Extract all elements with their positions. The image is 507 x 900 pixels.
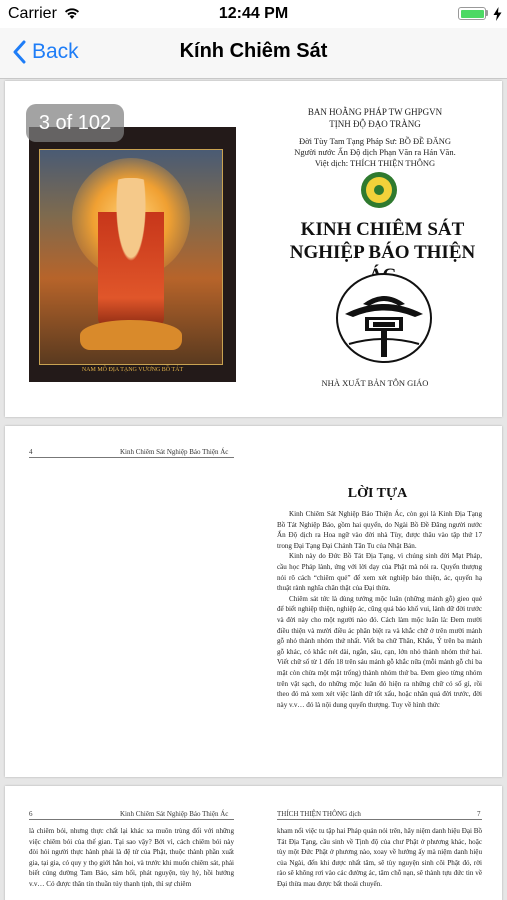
page-number: 4 <box>29 448 33 456</box>
preface-heading: LỜI TỰA <box>347 486 408 501</box>
preface-paragraph-1: Kinh Chiêm Sát Nghiệp Báo Thiện Ác, còn gọi là Kinh Địa Tạng Bồ Tát Nghiệp Báo, gồm hai quyển, do Ngài Bồ Đề Đăng người nước Ấn Độ dịch ra Hoa ngữ vào đời nhà Tùy, được thâu vào tập thứ 17 trong Đại Tạng Đại Chánh Tân Tu của Nhật Bản. <box>277 510 482 550</box>
cover-painting <box>39 149 223 365</box>
clock: 12:44 PM <box>218 5 289 22</box>
org-line-1: BAN HOẰNG PHÁP TW GHPGVN <box>307 107 443 117</box>
right-page-text: kham nổi việc tu tập hai Pháp quán nói trên, hãy niệm danh hiệu Đại Bồ Tát Địa Tạng, cầu sinh về Tịnh độ của chư Phật ở phương khác, hoặc tùy một Đức Phật ở phương nào, xoay về hướng ấy mà niệm danh hiệu của Ngài, đến khi được nhất tâm, sẽ tùy nguyện sinh cõi Phật đó, rời rào sẽ không rơi vào các đường ác, tâm chỗ nạn, sẽ thành tựu đức tin về Đại thừa mau được bất thoái chuyển. <box>277 827 482 888</box>
credit-line-1: Đời Tùy Tam Tạng Pháp Sư: BỒ ĐỀ ĐĂNG <box>298 136 452 146</box>
figure-shape <box>98 178 164 328</box>
book-title-line-2: NGHIỆP BÁO THIỆN <box>289 242 476 263</box>
org-line-2: TỊNH ĐỘ ĐẠO TRÀNG <box>329 119 421 129</box>
lotus-base <box>80 320 182 350</box>
buddhist-emblem-icon <box>360 171 398 209</box>
navigation-bar <box>0 28 507 79</box>
book-title-line-1: KINH CHIÊM SÁT <box>300 219 465 240</box>
page-indicator-badge: 3 of 102 <box>26 104 124 142</box>
left-running-head: Kinh Chiêm Sát Nghiệp Báo Thiện Ác <box>120 810 229 818</box>
pagoda-emblem-icon <box>335 272 433 364</box>
right-running-head: THÍCH THIỆN THÔNG dịch <box>277 810 361 818</box>
battery-icon <box>458 7 486 20</box>
credit-line-2: Người nước Ấn Độ dịch Phạn Văn ra Hán Văn. <box>294 147 456 157</box>
preface-paragraph-2: Kinh này do Đức Bồ Tát Địa Tạng, vì chúng sinh đời Mạt Pháp, cầu học Pháp lành, ứng với lời dạy của Phật mà nói ra. Quyển thượng nói rõ cách “chiêm quẻ” để xem xét nghiệp báo thiện, ác, quyển hạ thuật rành nghĩa chân thật của Đại thừa. <box>277 552 482 593</box>
right-header-rule <box>277 819 482 820</box>
left-page-text: là chiêm bói, nhưng thực chất lại khác xa muôn trùng đối với những việc chiêm bói của thế gian. Tại sao vậy? Bởi vì, cách chiêm bói này đòi hỏi người thực hành phải là đệ tử của Phật, thuộc thành phần xuất gia, tại gia, có quy y thọ giới hẳn hoi, và trước khi muốn chiêm sát, phải biết cúng dường Tam Bảo, sám hối, phát nguyện, tùy hỷ, hồi hướng v.v… Có được thân tín thuần túy thanh tịnh, thì sự chiêm <box>29 827 234 888</box>
credit-line-3: Việt dịch: THÍCH THIỆN THÔNG <box>314 158 436 168</box>
document-scroll-view[interactable] <box>0 79 507 900</box>
carrier-label: Carrier <box>8 5 57 22</box>
nav-title: Kính Chiêm Sát <box>179 40 328 62</box>
header-rule <box>29 457 234 458</box>
left-header-rule <box>29 819 234 820</box>
status-bar <box>0 0 507 28</box>
battery-tip <box>486 10 488 16</box>
running-head: Kinh Chiêm Sát Nghiệp Báo Thiện Ác <box>120 448 229 456</box>
pdf-page-spread[interactable] <box>5 786 502 900</box>
left-page-number: 6 <box>29 810 33 818</box>
cover-image <box>29 127 236 382</box>
pdf-page-preface[interactable] <box>5 426 502 777</box>
charging-icon <box>493 7 502 21</box>
right-page-number: 7 <box>477 810 481 818</box>
preface-paragraph-3: Chiêm sát tức là dùng tướng mộc luân (những mảnh gỗ) gieo quẻ để biết nghiệp thiện, nghiệp ác, cũng quả báo khổ vui, lành dữ đời trước và đời này cho một người nào đó. Cách làm mộc luân là: Đem mười điều thiện và mười điều ác phân biệt ra và khắc chữ ở trên mười mảnh gỗ nhỏ thành nhóm thứ nhất. Viết ba chữ Thân, Khẩu, Ý trên ba mảnh gỗ khác, có khắc nét dài, ngắn, sâu, cạn, lớn nhỏ thành nhóm thứ hai. Viết chữ số từ 1 đến 18 trên sáu mảnh gỗ khắc nữa (mỗi mảnh gỗ chỉ ba mặt còn chừa một mặt trống) thành nhóm thứ ba. Đem gieo từng nhóm trên vật sạch, do những mộc luân đó hiện ra những chữ có số gì, rồi theo đó mà xem xét việc lành dữ tốt xấu, hoặc nhân quả đời trước, đời này v.v… đó là nội dung quyển thượng. Tuy về hình thức <box>277 594 482 709</box>
back-label: Back <box>32 40 79 63</box>
cover-caption: NAM MÔ ĐỊA TẠNG VƯƠNG BỒ TÁT <box>81 367 184 373</box>
publisher-label: NHÀ XUẤT BẢN TÔN GIÁO <box>321 378 429 388</box>
